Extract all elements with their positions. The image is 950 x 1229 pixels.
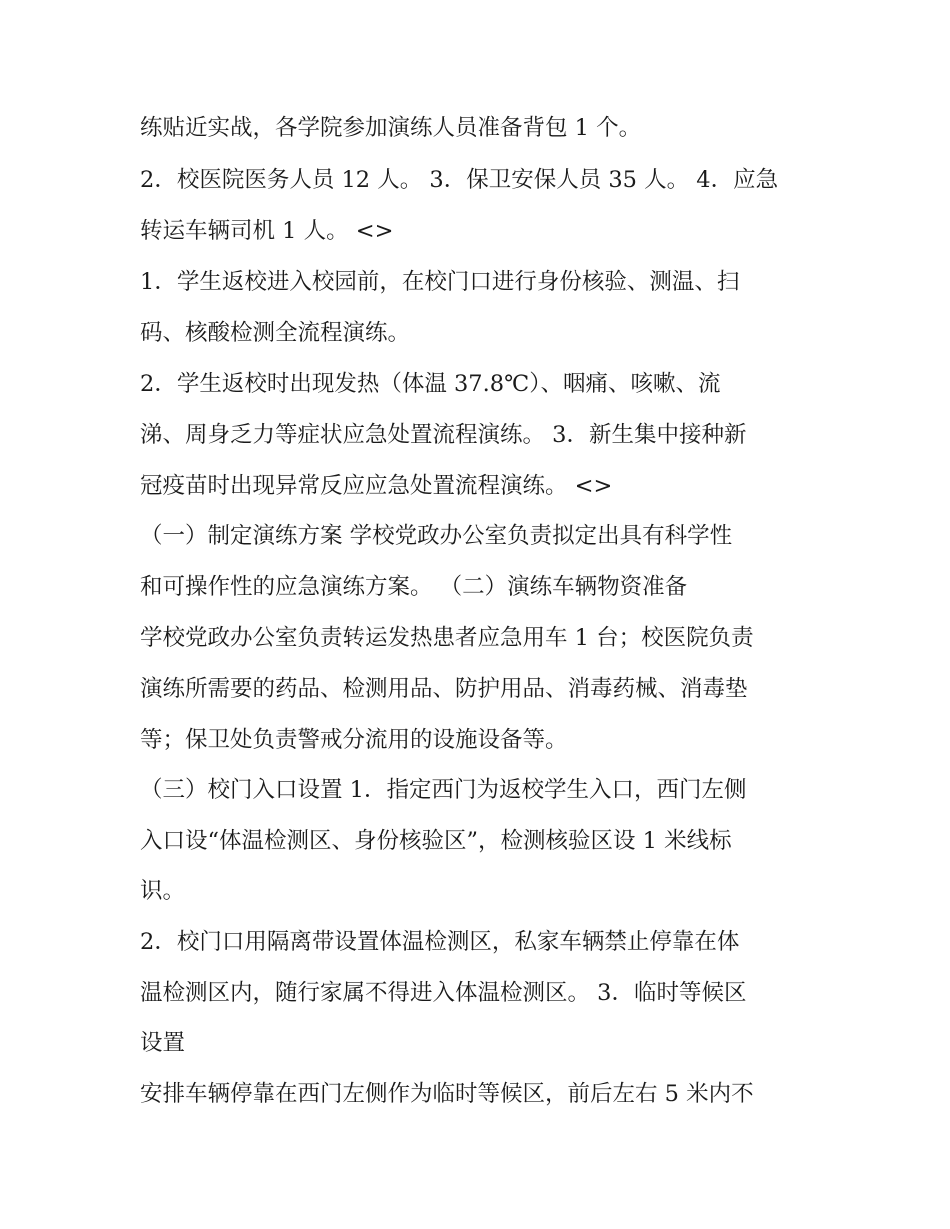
- text-line: 2．校医院医务人员 12 人。 3．保卫安保人员 35 人。 4．应急: [140, 167, 779, 193]
- text-line: 识。: [140, 878, 186, 904]
- text-line: （一）制定演练方案 学校党政办公室负责拟定出具有科学性: [140, 523, 733, 549]
- text-line: 转运车辆司机 1 人。 <>: [140, 218, 394, 244]
- text-line: 入口设“体温检测区、身份核验区”，检测核验区设 1 米线标: [140, 828, 732, 854]
- text-line: 1．学生返校进入校园前，在校门口进行身份核验、测温、扫: [140, 269, 740, 295]
- text-line: 设置: [140, 1030, 186, 1056]
- text-line: 2．学生返校时出现发热（体温 37.8℃）、咽痛、咳嗽、流: [140, 371, 721, 397]
- text-line: 和可操作性的应急演练方案。 （二）演练车辆物资准备: [140, 574, 688, 600]
- text-line: 涕、周身乏力等症状应急处置流程演练。 3．新生集中接种新: [140, 422, 747, 448]
- text-line: 学校党政办公室负责转运发热患者应急用车 1 台；校医院负责: [140, 625, 754, 651]
- text-line: 码、核酸检测全流程演练。: [140, 320, 411, 346]
- text-line: 冠疫苗时出现异常反应应急处置流程演练。 <>: [140, 473, 613, 499]
- text-line: 温检测区内，随行家属不得进入体温检测区。 3．临时等候区: [140, 980, 747, 1006]
- text-line: 等；保卫处负责警戒分流用的设施设备等。: [140, 727, 568, 753]
- text-line: 演练所需要的药品、检测用品、防护用品、消毒药械、消毒垫: [140, 676, 748, 702]
- text-line: 练贴近实战，各学院参加演练人员准备背包 1 个。: [140, 115, 642, 141]
- text-line: 安排车辆停靠在西门左侧作为临时等候区，前后左右 5 米内不: [140, 1081, 754, 1107]
- text-line: （三）校门入口设置 1．指定西门为返校学生入口，西门左侧: [140, 777, 747, 803]
- text-line: 2．校门口用隔离带设置体温检测区，私家车辆禁止停靠在体: [140, 929, 740, 955]
